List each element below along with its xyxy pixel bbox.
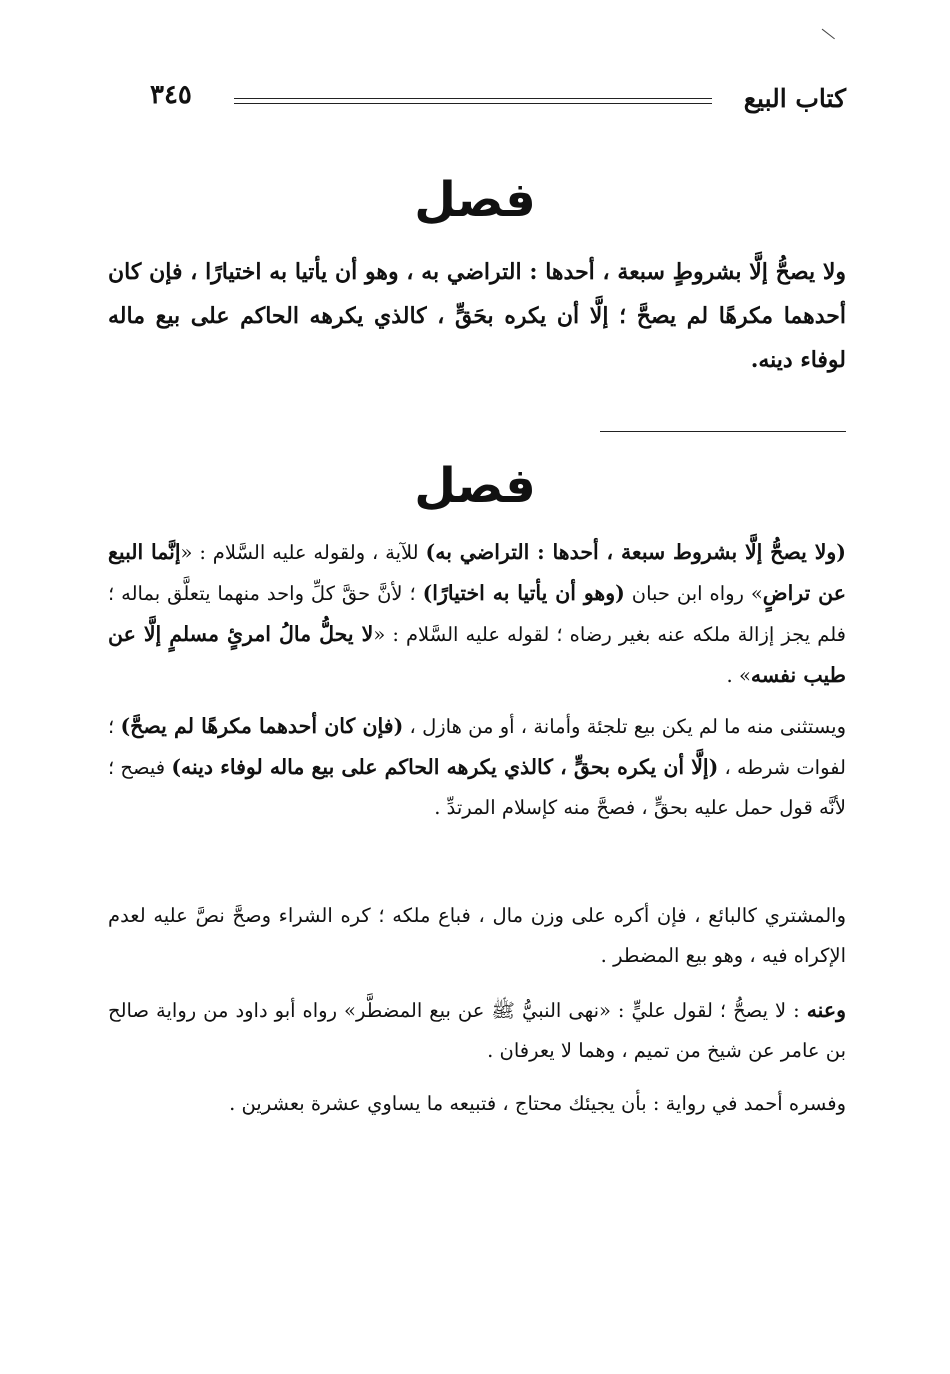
text-run: للآية ، ولقوله عليه السَّلام : « — [180, 541, 426, 564]
quoted-matn: (ولا يصحُّ إلَّا بشروط سبعة ، أحدها : التراضي به) — [425, 540, 846, 564]
section-heading-1: فصل — [414, 172, 536, 228]
running-header-title: كتاب البيع — [743, 84, 846, 113]
text-run: ويستثنى منه ما لم يكن بيع تلجئة وأمانة ، أو من هازل ، — [403, 715, 846, 738]
header-rule — [234, 98, 712, 104]
commentary-paragraph-2 — [108, 706, 846, 828]
corner-mark — [813, 29, 835, 51]
text-run: ؛ لفوات شرطه ، — [108, 715, 846, 779]
quoted-matn: (فإن كان أحدهما مكرهًا لم يصحَّ) — [120, 714, 404, 738]
quoted-matn: (إلَّا أن يكره بحقٍّ ، كالذي يكرهه الحاكم على بيع ماله لوفاء دينه) — [171, 755, 719, 779]
text-run: ؛ لأنَّ حقَّ كلِّ واحد منهما يتعلَّق بماله ؛ فلم يجز إزالة ملكه عنه بغير رضاه ؛ لقوله عليه السَّلام : « — [108, 582, 846, 646]
page-number: ٣٤٥ — [150, 80, 192, 110]
matn-paragraph: ولا يصحُّ إلَّا بشروطٍ سبعة ، أحدها : التراضي به ، وهو أن يأتيا به اختيارًا ، فإن كان أحدهما مكرهًا لم يصحَّ ؛ إلَّا أن يكره بحَقٍّ ، كالذي يكرهه الحاكم على بيع ماله لوفاء دينه. — [108, 259, 846, 373]
hadith-quote: لا يحلُّ مالُ امرئٍ مسلمٍ إلَّا عن طيب نفسه — [108, 622, 846, 687]
hadith-quote: إنَّما البيع عن تراضٍ — [108, 540, 846, 605]
text-run: » . — [726, 664, 751, 687]
commentary-paragraph-1 — [108, 532, 846, 696]
section-heading-2: فصل — [414, 458, 536, 514]
bold-term: وعنه — [806, 998, 846, 1022]
commentary-paragraph-3: والمشتري كالبائع ، فإن أكره على وزن مال ، فباع ملكه ؛ كره الشراء وصحَّ نصَّ عليه لعدم الإكراه فيه ، وهو بيع المضطر . — [108, 904, 846, 967]
text-run: : لا يصحُّ ؛ لقول عليٍّ : «نهى النبيُّ ﷺ عن بيع المضطَّر» رواه أبو داود من رواية صالح بن عامر عن شيخ من تميم ، وهما لا يعرفان . — [108, 999, 846, 1062]
quoted-matn: (وهو أن يأتيا به اختيارًا) — [422, 581, 625, 605]
section-divider — [600, 431, 846, 432]
commentary-paragraph-5: وفسره أحمد في رواية : بأن يجيئك محتاج ، فتبيعه ما يساوي عشرة بعشرين . — [229, 1092, 846, 1115]
commentary-paragraph-4 — [108, 990, 846, 1071]
text-run: فيصح ؛ لأنَّه قول حمل عليه بحقٍّ ، فصحَّ منه كإسلام المرتدِّ . — [108, 756, 846, 819]
text-run: » رواه ابن حبان — [624, 582, 763, 605]
